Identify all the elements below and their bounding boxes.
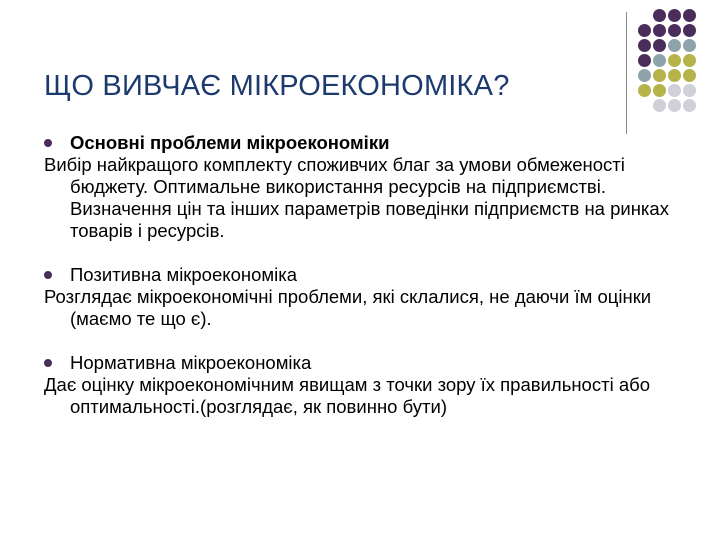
section-text: Розглядає мікроекономічні проблеми, які склалися, не даючи їм оцінки (маємо те що є).	[44, 286, 652, 329]
decorative-dot	[668, 39, 681, 52]
bullet-icon	[44, 139, 52, 147]
decorative-dot	[653, 84, 666, 97]
decorative-dot	[683, 24, 696, 37]
decorative-dot	[638, 9, 651, 22]
section-heading-line	[44, 132, 684, 154]
decorative-dot	[668, 99, 681, 112]
decorative-dot	[653, 39, 666, 52]
decorative-dot	[638, 54, 651, 67]
decorative-dot	[668, 24, 681, 37]
decorative-dot	[668, 9, 681, 22]
decorative-dot	[683, 39, 696, 52]
section-positive	[44, 264, 684, 330]
decorative-dot	[638, 39, 651, 52]
section-normative	[44, 352, 684, 418]
section-heading-line	[44, 264, 684, 286]
decorative-dot	[668, 54, 681, 67]
decorative-dot	[638, 99, 651, 112]
decorative-dot-grid	[638, 9, 697, 114]
section-text: Дає оцінку мікроекономічним явищам з точки зору їх правильності або оптимальності.(розглядає, як повинно бути)	[44, 374, 650, 417]
decorative-dot	[683, 54, 696, 67]
decorative-dot	[653, 54, 666, 67]
decorative-dot	[653, 9, 666, 22]
decorative-dot	[668, 69, 681, 82]
section-heading: Позитивна мікроекономіка	[70, 264, 297, 285]
vertical-divider	[626, 12, 627, 134]
section-heading-line	[44, 352, 684, 374]
decorative-dot	[653, 69, 666, 82]
section-heading: Нормативна мікроекономіка	[70, 352, 312, 373]
decorative-dot	[638, 24, 651, 37]
decorative-dot	[638, 69, 651, 82]
section-heading: Основні проблеми мікроекономіки	[70, 132, 390, 153]
decorative-dot	[653, 99, 666, 112]
bullet-icon	[44, 271, 52, 279]
decorative-dot	[653, 24, 666, 37]
slide-title: ЩО ВИВЧАЄ МІКРОЕКОНОМІКА?	[44, 70, 510, 102]
section-basic-problems	[44, 132, 684, 242]
section-text: Вибір найкращого комплекту споживчих благ за умови обмеженості бюджету. Оптимальне використання ресурсів на підприємстві. Визначення цін та інших параметрів поведінки підприємств на ринках товарів і ресурсів.	[44, 154, 669, 241]
decorative-dot	[683, 69, 696, 82]
decorative-dot	[668, 84, 681, 97]
decorative-dot	[683, 9, 696, 22]
decorative-dot	[683, 99, 696, 112]
decorative-dot	[683, 84, 696, 97]
bullet-icon	[44, 359, 52, 367]
slide-content	[44, 132, 684, 440]
decorative-dot	[638, 84, 651, 97]
